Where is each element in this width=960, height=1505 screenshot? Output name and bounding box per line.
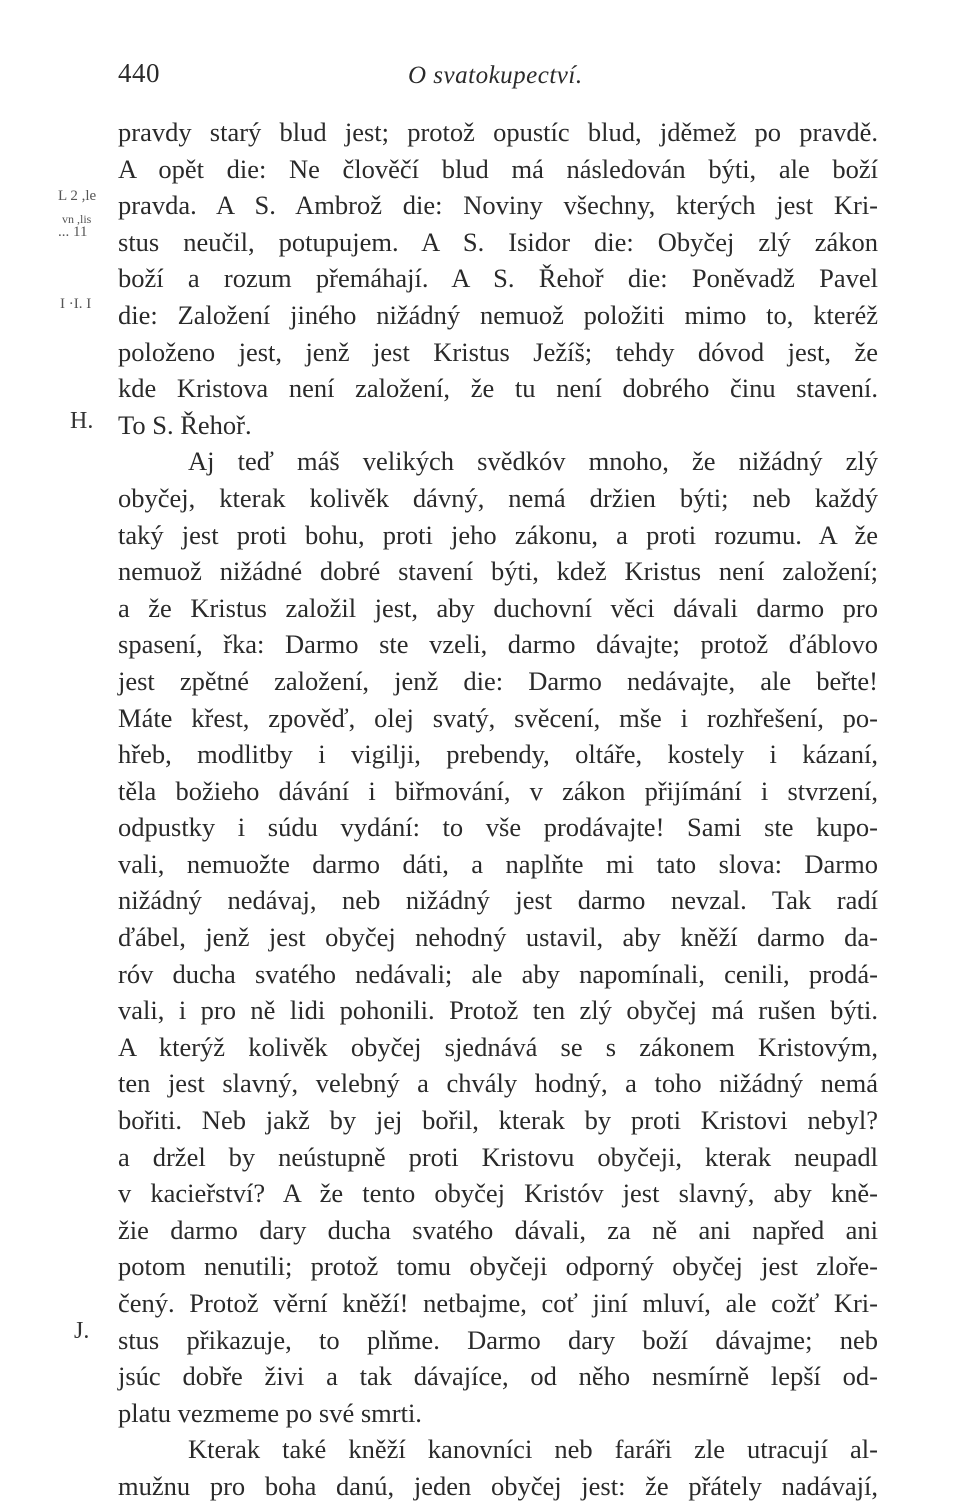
text-line: vali, nemuožte darmo dáti, a naplňte mi tato slova: Darmo bbox=[118, 848, 878, 879]
text-line: róv ducha svatého nedávali; ale aby napomínali, cenili, prodá- bbox=[118, 958, 878, 989]
text-line: pravdy starý blud jest; protož opustíc blud, jděmež po pravdě. bbox=[118, 117, 878, 147]
page-number: 440 bbox=[118, 58, 160, 88]
text-line: pravda. A S. Ambrož die: Noviny všechny, kterých jest Kri- bbox=[118, 190, 878, 221]
text-line: čený. Protož věrní kněží! netbajme, coť jiní mluví, ale cožť Kri- bbox=[118, 1288, 878, 1318]
section-marker-j: J. bbox=[74, 1318, 90, 1344]
text-line: Aj teď máš velikých svědkóv mnoho, že nižádný zlý bbox=[188, 446, 878, 477]
running-title: O svatokupectví. bbox=[408, 62, 583, 89]
text-line: potom nenutili; protož tomu obyčeji odporný obyčej jest zlořе- bbox=[118, 1251, 878, 1282]
margin-note-1: L 2 ,le bbox=[58, 188, 97, 204]
text-line: a že Kristus založil jest, aby duchovní věci dávali darmo pro bbox=[118, 592, 878, 623]
section-marker-h: H. bbox=[70, 408, 94, 434]
text-line: A opět die: Ne člověčí blud má následován býti, ale boží bbox=[118, 153, 878, 184]
text-line: A kterýž kolivěk obyčej sjednává se s zákonem Kristovým, bbox=[118, 1031, 878, 1062]
text-line: stus přikazuje, to plňme. Darmo dary boží dávajme; neb bbox=[118, 1324, 878, 1355]
text-line: a držel by neústupně proti Kristovu obyčeji, kterak neupadl bbox=[118, 1141, 878, 1172]
text-line: nižádný nedávaj, neb nižádný jest darmo nevzal. Tak radí bbox=[118, 885, 878, 916]
text-line: ďábel, jenž jest obyčej nehodný ustavil, aby kněží darmo da- bbox=[118, 922, 878, 953]
text-line: těla božieho dávání i biřmování, v zákon přijímání i stvrzení, bbox=[118, 775, 878, 806]
margin-note-3: ... 11 bbox=[58, 224, 88, 240]
text-line: žie darmo dary ducha svatého dávali, za ně ani napřed ani bbox=[118, 1214, 878, 1245]
text-line: v kacieřství? A že tento obyčej Kristóv jest slavný, aby kně- bbox=[118, 1178, 878, 1209]
margin-note-2: vn ,lis bbox=[62, 212, 92, 226]
text-line: odpustky i súdu vydání: to vše prodávajte! Sami ste kupo- bbox=[118, 812, 878, 843]
text-line: obyčej, kterak kolivěk dávný, nemá držien býti; neb každý bbox=[118, 482, 878, 513]
text-line: nemuož nižádné dobré stavení býti, kdež Kristus není založení; bbox=[118, 556, 878, 587]
text-line: die: Založení jiného nižádný nemuož položiti mimo to, kteréž bbox=[118, 299, 878, 330]
text-line: vali, i pro ně lidi pohonili. Protož ten zlý obyčej má rušen býti. bbox=[118, 995, 878, 1026]
text-line: boží a rozum přemáhají. A S. Řehoř die: Poněvadž Pavel bbox=[118, 263, 878, 294]
text-line: položeno jest, jenž jest Kristus Ježíš; tehdy dóvod jest, že bbox=[118, 336, 878, 367]
text-line: stus neučil, potupujem. A S. Isidor die: Obyčej zlý zákon bbox=[118, 226, 878, 257]
text-line: taký jest proti bohu, proti jeho zákonu, a proti rozumu. A že bbox=[118, 519, 878, 550]
text-line: bořiti. Neb jakž by jej bořil, kterak by proti Kristovi nebyl? bbox=[118, 1105, 878, 1136]
text-line: Kterak také kněží kanovníci neb faráři zle utracují al- bbox=[188, 1434, 878, 1465]
text-line: spasení, řka: Darmo ste vzeli, darmo dávajte; protož ďáblovo bbox=[118, 629, 878, 660]
text-line: mužnu pro boha danú, jeden obyčej jest: že přátely nadávají, bbox=[118, 1470, 878, 1501]
text-line: jest zpětné založení, jenž die: Darmo nedávajte, ale beřte! bbox=[118, 665, 878, 696]
margin-note-4: I ·I. I bbox=[60, 296, 92, 312]
text-line: hřeb, modlitby i vigilji, prebendy, oltáře, kostely i kázaní, bbox=[118, 739, 878, 770]
text-line: ten jest slavný, velebný a chvály hodný, a toho nižádný nemá bbox=[118, 1068, 878, 1099]
body-text bbox=[118, 114, 878, 1505]
text-line: Máte křest, zpověď, olej svatý, svěcení, mše i rozhřešení, po- bbox=[118, 702, 878, 733]
text-line: jsúc dobře živi a tak dávajíce, od něho nesmírně lepší od- bbox=[118, 1361, 878, 1392]
text-line: platu vezmeme po své smrti. bbox=[118, 1397, 422, 1428]
text-line: kde Kristova není založení, že tu není dobrého činu stavení. bbox=[118, 373, 878, 404]
text-line: To S. Řehoř. bbox=[118, 409, 252, 440]
